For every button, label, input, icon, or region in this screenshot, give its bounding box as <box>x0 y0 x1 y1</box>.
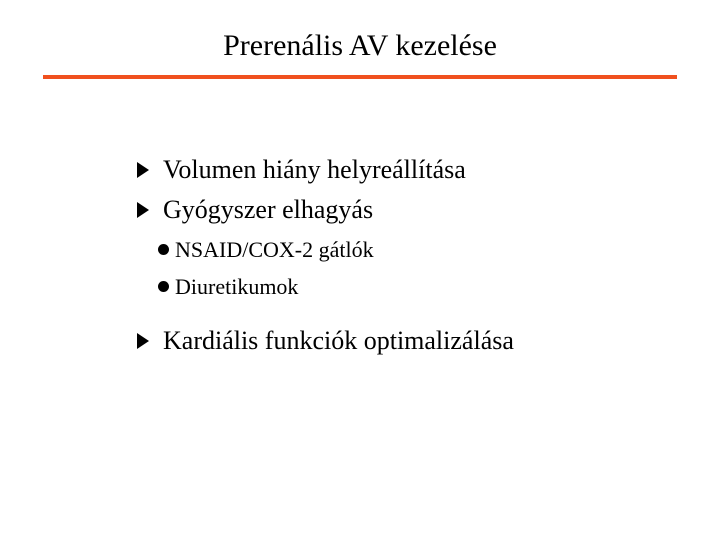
bullet-item <box>136 190 696 230</box>
title-underline <box>43 75 677 79</box>
bullet-item <box>136 321 696 361</box>
round-bullet-icon <box>158 244 169 255</box>
sub-bullet-item <box>158 231 696 268</box>
round-bullet-icon <box>158 281 169 292</box>
sub-bullet-text: NSAID/COX-2 gátlók <box>175 237 374 262</box>
slide-title: Prerenális AV kezelése <box>223 29 497 62</box>
triangle-arrow-icon <box>136 332 150 350</box>
sub-bullet-item <box>158 268 696 305</box>
bullet-text: Volumen hiány helyreállítása <box>163 155 466 184</box>
bullet-text: Kardiális funkciók optimalizálása <box>163 326 514 355</box>
sub-bullet-text: Diuretikumok <box>175 274 299 299</box>
bullet-list <box>136 150 696 361</box>
triangle-arrow-icon <box>136 161 150 179</box>
bullet-item <box>136 150 696 190</box>
sub-bullet-list <box>158 231 696 305</box>
bullet-text: Gyógyszer elhagyás <box>163 195 374 224</box>
triangle-arrow-icon <box>136 201 150 219</box>
